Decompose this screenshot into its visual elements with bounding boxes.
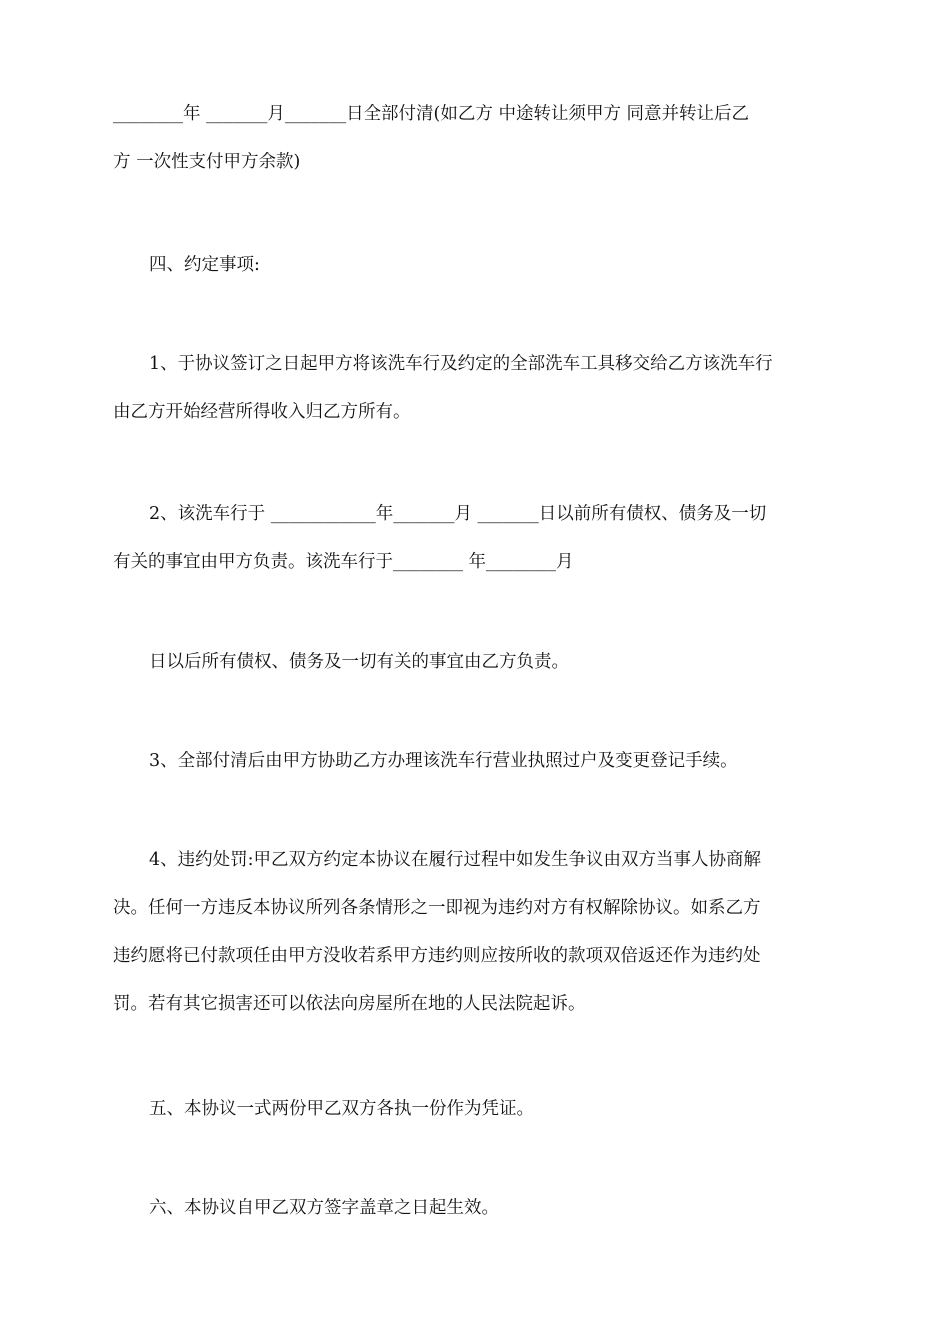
section-6-paragraph bbox=[113, 1184, 843, 1232]
text-line: 罚。若有其它损害还可以依法向房屋所在地的人民法院起诉。 bbox=[113, 994, 586, 1014]
payment-clause-paragraph bbox=[113, 90, 843, 186]
item-2-continued-paragraph bbox=[113, 638, 843, 686]
heading-text: 四、约定事项: bbox=[149, 255, 260, 275]
text-line: 五、本协议一式两份甲乙双方各执一份作为凭证。 bbox=[149, 1099, 534, 1119]
item-2-paragraph bbox=[113, 490, 843, 586]
section-4-heading bbox=[113, 241, 843, 289]
text-line: 六、本协议自甲乙双方签字盖章之日起生效。 bbox=[149, 1198, 499, 1218]
text-line: 日以后所有债权、债务及一切有关的事宜由乙方负责。 bbox=[149, 652, 569, 672]
item-4-paragraph bbox=[113, 836, 843, 1028]
text-line: 违约愿将已付款项任由甲方没收若系甲方违约则应按所收的款项双倍返还作为违约处 bbox=[113, 946, 761, 966]
text-line: 有关的事宜由甲方负责。该洗车行于________ 年________月 bbox=[113, 552, 574, 572]
section-5-paragraph bbox=[113, 1085, 843, 1133]
text-line: 方 一次性支付甲方余款) bbox=[113, 152, 301, 172]
text-line: 2、该洗车行于 ____________年_______月 _______日以前所有债权、债务及一切 bbox=[149, 504, 767, 524]
item-1-paragraph bbox=[113, 340, 843, 436]
item-3-paragraph bbox=[113, 737, 843, 785]
text-line: 4、违约处罚:甲乙双方约定本协议在履行过程中如发生争议由双方当事人协商解 bbox=[149, 850, 762, 870]
text-line: 由乙方开始经营所得收入归乙方所有。 bbox=[113, 402, 411, 422]
text-line: 3、全部付清后由甲方协助乙方办理该洗车行营业执照过户及变更登记手续。 bbox=[149, 751, 738, 771]
text-line: ________年 _______月_______日全部付清(如乙方 中途转让须甲方 同意并转让后乙 bbox=[113, 104, 750, 124]
text-line: 1、于协议签订之日起甲方将该洗车行及约定的全部洗车工具移交给乙方该洗车行 bbox=[149, 354, 773, 374]
text-line: 决。任何一方违反本协议所列各条情形之一即视为违约对方有权解除协议。如系乙方 bbox=[113, 898, 761, 918]
